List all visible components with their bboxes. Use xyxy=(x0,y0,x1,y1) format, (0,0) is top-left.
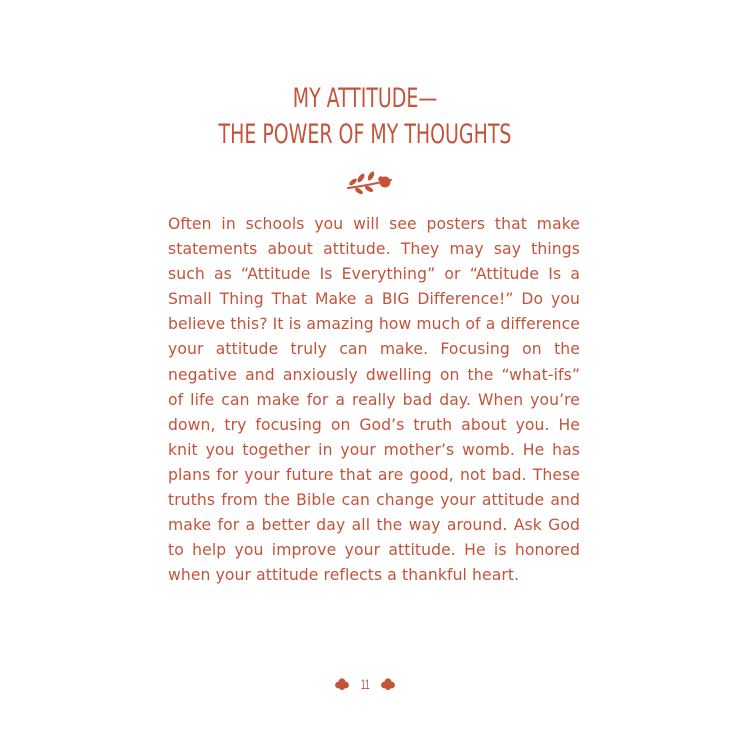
body-paragraph: Often in schools you will see posters that make statements about attitude. They may say things such as “Attitude Is Everything” or “Attitude Is a Small Thing That Make a BIG Difference!” Do you believe this? It is amazing how much of a difference your attitude truly can make. Focusing on the negative and anxiously dwelling on the “what-ifs” of life can make for a really bad day. When you’re down, try focusing on God’s truth about you. He knit you together in your mother’s womb. He has plans for your future that are good, not bad. These truths from the Bible can change your attitude and make for a better day all the way around. Ask God to help you improve your attitude. He is honored when your attitude reflects a thankful heart. xyxy=(168,215,580,585)
heading-line-2: THE POWER OF MY THOUGHTS xyxy=(218,119,512,150)
page-footer xyxy=(0,672,730,696)
flower-icon xyxy=(334,677,350,691)
flower-icon xyxy=(380,677,396,691)
leaf-branch-icon xyxy=(345,170,395,196)
page-number: 11 xyxy=(360,676,370,692)
heading-line-1: MY ATTITUDE— xyxy=(292,83,438,114)
